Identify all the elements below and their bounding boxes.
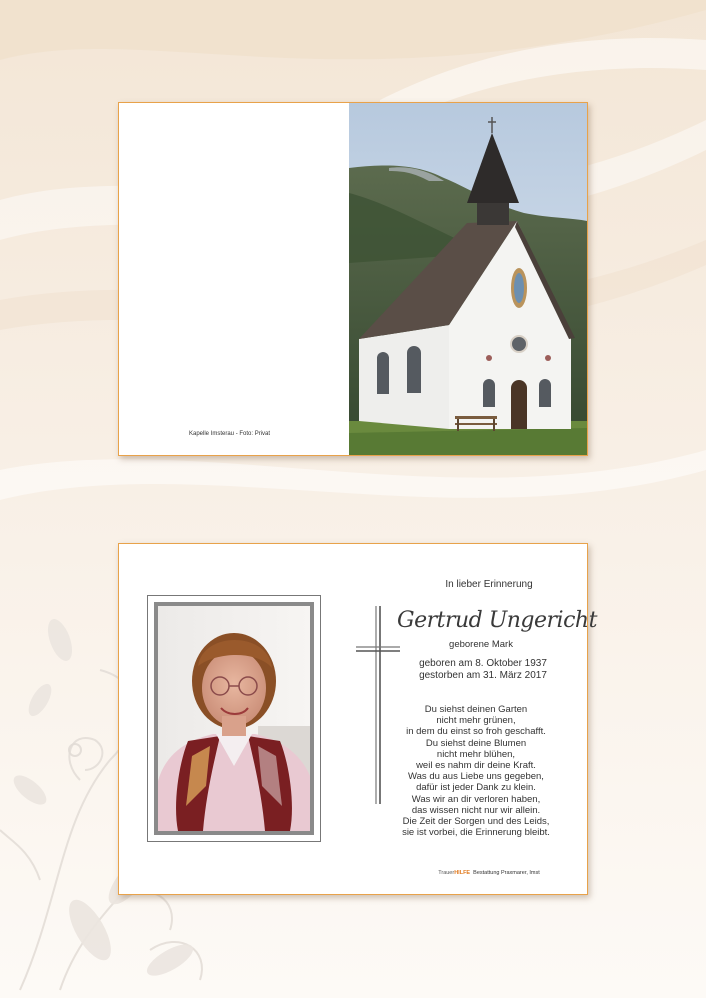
deceased-name: Gertrud Ungericht <box>397 608 597 633</box>
card-inside <box>118 543 597 895</box>
poem-line: Du siehst deinen Garten <box>424 704 528 715</box>
card-front <box>118 102 588 456</box>
poem-line: das wissen nicht nur wir allein. <box>411 804 541 816</box>
brand-logo-text: Trauer <box>438 870 455 876</box>
poem-line: weil es nahm dir deine Kraft. <box>416 760 536 772</box>
death-date: gestorben am 31. März 2017 <box>419 669 547 681</box>
brand-logo-accent: HILFE <box>454 870 471 876</box>
poem-line: dafür ist jeder Dank zu klein. <box>416 782 536 794</box>
poem-line: nicht mehr grünen, <box>436 715 516 727</box>
poem-line: Was du aus Liebe uns gegeben, <box>408 771 544 783</box>
maiden-name: geborene Mark <box>449 639 513 650</box>
church-photo <box>349 103 587 455</box>
portrait-photo <box>158 606 310 831</box>
funeral-home-name: Bestattung Praxmarer, Imst <box>473 870 540 876</box>
photo-caption: Kapelle Imsterau - Foto: Privat <box>189 431 271 437</box>
poem-line: nicht mehr blühen, <box>436 748 516 760</box>
funeral-home-footer <box>399 870 579 876</box>
poem-line: Du siehst deine Blumen <box>425 737 527 749</box>
poem-line: in dem du einst so froh geschafft. <box>406 726 546 738</box>
poem-line: Die Zeit der Sorgen und des Leids, <box>402 816 550 828</box>
memorial-heading: In lieber Erinnerung <box>445 579 533 590</box>
photo-frame <box>147 595 321 842</box>
poem-line: Was wir an dir verloren haben, <box>411 793 541 805</box>
poem-line: sie ist vorbei, die Erinnerung bleibt. <box>402 827 550 839</box>
birth-date: geboren am 8. Oktober 1937 <box>419 658 547 669</box>
life-dates <box>381 658 585 681</box>
memorial-poem <box>367 704 585 838</box>
